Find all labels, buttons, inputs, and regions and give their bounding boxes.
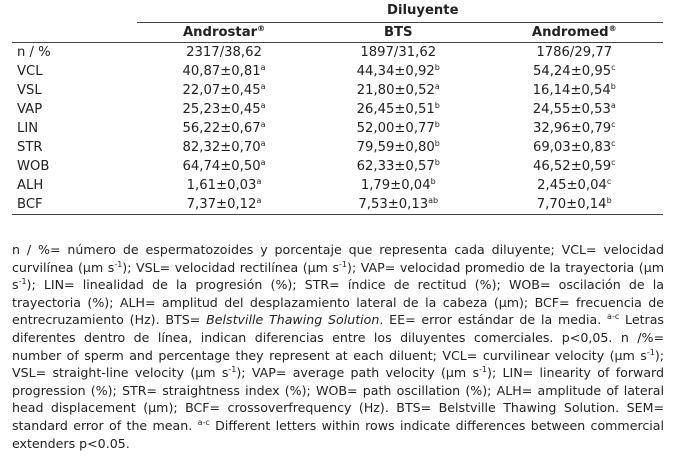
- table-row: [12, 138, 663, 157]
- table-cell: 64,74±0,50$^a$: [182, 158, 266, 174]
- table-row: [12, 195, 663, 215]
- table-cell: 82,32±0,70$^a$: [182, 139, 266, 155]
- table-row: [12, 157, 663, 176]
- table-cell: 21,80±0,52$^a$: [356, 82, 440, 98]
- table-row: [12, 62, 663, 81]
- column-header-androstar: Androstar®: [137, 23, 311, 43]
- italic-solution-name: Belstville Thawing Solution: [206, 312, 380, 328]
- table-cell: 40,87±0,81$^a$: [182, 63, 266, 79]
- row-label: BCF: [12, 195, 137, 215]
- table-cell: 79,59±0,80$^b$: [356, 139, 440, 155]
- table-cell: 1786/29,77: [536, 45, 613, 60]
- table-cell: 1,79±0,04$^b$: [360, 177, 436, 193]
- table-cell: 54,24±0,95$^c$: [532, 63, 616, 79]
- column-header-andromed: Andromed®: [485, 23, 663, 43]
- corner-cell: [12, 0, 137, 23]
- table-cell: 7,37±0,12$^a$: [137, 195, 311, 215]
- diluent-group-header: [137, 0, 663, 23]
- table-footnote: n / %= número de espermatozoides y porcentaje que representa cada diluyente; VCL= velocidad curvilínea (µm $s^{-1}$); VSL= velocidad rectilínea (µm $s^{-1}$); VAP= velocidad promedio de la trayectoria (µm $s^{-1}$); LIN= linealidad de la progresión (%); STR= índice de rectitud (%); WOB= oscilación de la trayectoria (%); ALH= amplitud del desplazamiento lateral de la cabeza (µm); BCF= frecuencia de entrecruzamiento (Hz). BTS= Belstville Thawing Solution. EE= error estándar de la media. $^{a-c}$ Letras diferentes dentro de línea, indican diferencias entre los diluyentes comerciales. p<0,05. n /%= number of sperm and percentage they represent at each diluent; VCL= curvilinear velocity (µm $s^{-1}$); VSL= straight-line velocity (µm $s^{-1}$); VAP= average path velocity (µm $s^{-1}$); LIN= linearity of forward progression (%); STR= straightness index (%); WOB= path oscillation (%); ALH= amplitude of lateral head displacement (µm); BCF= crossoverfrequency (Hz). BTS= Belstville Thawing Solution. SEM= standard error of the mean. $^{a-c}$ Different letters within rows indicate differences between commercial extenders p<0.05.: [12, 242, 664, 451]
- table-row: [12, 100, 663, 119]
- row-label-header: [12, 23, 137, 43]
- row-label: VSL: [17, 83, 42, 98]
- table-cell: 62,33±0,57$^b$: [356, 158, 440, 174]
- table-row: [12, 81, 663, 100]
- table-cell: 46,52±0,59$^c$: [532, 158, 616, 174]
- table-cell: 24,55±0,53$^a$: [532, 101, 616, 117]
- results-table: [12, 0, 663, 215]
- row-label: VCL: [17, 64, 43, 79]
- table-cell: 26,45±0,51$^b$: [356, 101, 440, 117]
- table-cell: 1,61±0,03$^a$: [186, 177, 262, 193]
- group-header-row: [12, 0, 663, 23]
- table-cell: 16,14±0,54$^b$: [532, 82, 616, 98]
- column-header-bts: BTS: [311, 23, 485, 43]
- table-cell: 1897/31,62: [360, 45, 437, 60]
- table-cell: 22,07±0,45$^a$: [182, 82, 266, 98]
- diluent-group-label: Diluyente: [387, 3, 459, 18]
- table-cell: 69,03±0,83$^c$: [532, 139, 616, 155]
- row-label: n / %: [17, 45, 51, 60]
- row-label: STR: [17, 140, 43, 155]
- table-row: [12, 43, 663, 63]
- row-label: VAP: [17, 102, 43, 117]
- row-label: ALH: [17, 178, 44, 193]
- table-cell: 7,70±0,14$^b$: [485, 195, 663, 215]
- table-cell: 44,34±0,92$^b$: [356, 63, 440, 79]
- table-row: [12, 176, 663, 195]
- table-cell: 56,22±0,67$^a$: [182, 120, 266, 136]
- table-row: [12, 119, 663, 138]
- table-cell: 2317/38,62: [186, 45, 262, 60]
- results-table-container: [12, 0, 663, 215]
- row-label: LIN: [17, 121, 39, 136]
- table-cell: 7,53±0,13$^{ab}$: [311, 195, 485, 215]
- table-cell: 2,45±0,04$^c$: [537, 177, 612, 193]
- row-label: WOB: [17, 159, 50, 174]
- table-cell: 32,96±0,79$^c$: [532, 120, 616, 136]
- table-cell: 52,00±0,77$^b$: [356, 120, 440, 136]
- table-cell: 25,23±0,45$^a$: [182, 101, 266, 117]
- column-header-row: [12, 23, 663, 43]
